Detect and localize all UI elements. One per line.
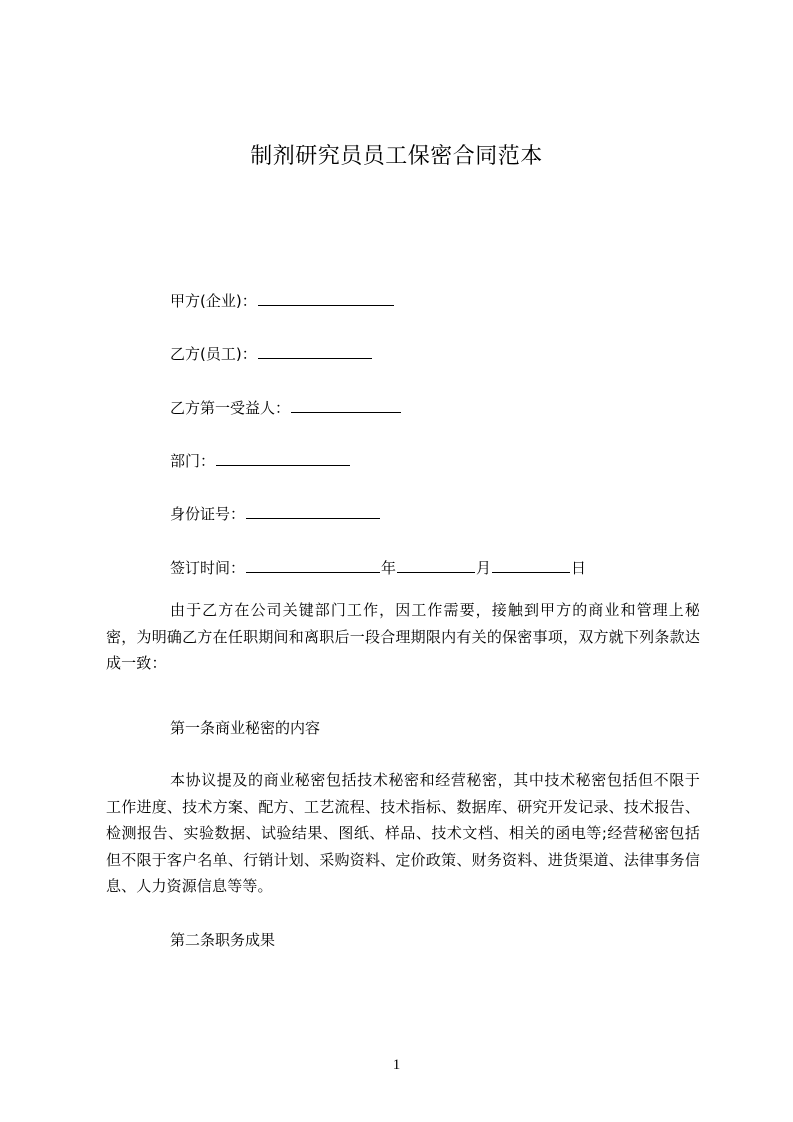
signing-time-field bbox=[170, 557, 586, 579]
party-b-label: 乙方(员工)： bbox=[170, 345, 257, 363]
month-blank bbox=[397, 558, 475, 573]
day-label: 日 bbox=[571, 559, 587, 577]
beneficiary-field bbox=[170, 397, 402, 419]
id-number-blank bbox=[246, 504, 380, 519]
party-a-blank bbox=[258, 291, 394, 306]
beneficiary-label: 乙方第一受益人： bbox=[170, 399, 291, 417]
party-b-field bbox=[170, 343, 373, 365]
department-blank bbox=[216, 451, 350, 466]
month-label: 月 bbox=[476, 559, 492, 577]
party-a-label: 甲方(企业)： bbox=[170, 292, 257, 310]
intro-paragraph: 由于乙方在公司关键部门工作，因工作需要，接触到甲方的商业和管理上秘密，为明确乙方在任职期间和离职后一段合理期限内有关的保密事项，双方就下列条款达成一致： bbox=[106, 601, 700, 672]
article1-heading: 第一条商业秘密的内容 bbox=[170, 719, 321, 737]
id-number-field bbox=[170, 503, 381, 525]
year-blank bbox=[246, 558, 380, 573]
article2-heading: 第二条职务成果 bbox=[170, 931, 276, 949]
article1-body: 本协议提及的商业秘密包括技术秘密和经营秘密，其中技术秘密包括但不限于工作进度、技术方案、配方、工艺流程、技术指标、数据库、研究开发记录、技术报告、检测报告、实验数据、试验结果、图纸、样品、技术文档、相关的函电等;经营秘密包括但不限于客户名单、行销计划、采购资料、定价政策、财务资料、进货渠道、法律事务信息、人力资源信息等等。 bbox=[106, 771, 700, 895]
department-label: 部门： bbox=[170, 452, 216, 470]
day-blank bbox=[492, 558, 570, 573]
page-number: 1 bbox=[392, 1057, 401, 1073]
party-a-field bbox=[170, 290, 395, 312]
department-field bbox=[170, 450, 351, 472]
beneficiary-blank bbox=[291, 398, 401, 413]
year-label: 年 bbox=[381, 559, 397, 577]
document-title: 制剂研究员员工保密合同范本 bbox=[250, 144, 543, 169]
id-number-label: 身份证号： bbox=[170, 505, 246, 523]
party-b-blank bbox=[258, 344, 372, 359]
signing-time-label: 签订时间： bbox=[170, 559, 246, 577]
